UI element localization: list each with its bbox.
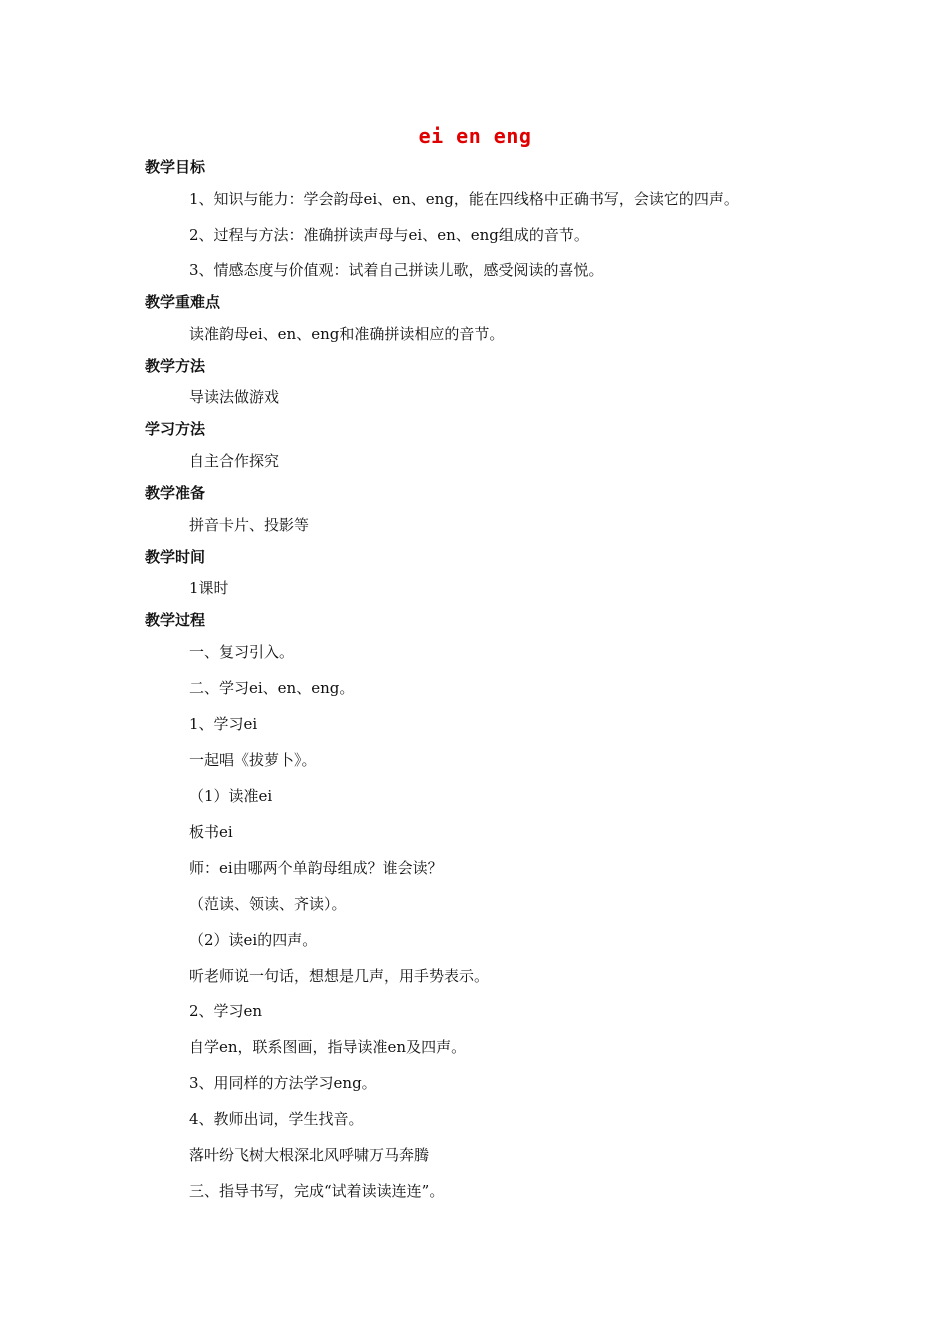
process-item: 落叶纷飞树大根深北风呼啸万马奔腾: [189, 1146, 430, 1164]
section-heading-duration: 教学时间: [145, 548, 206, 566]
section-heading-learning-method: 学习方法: [145, 420, 206, 438]
document-title: ei en eng: [418, 124, 532, 148]
process-item: 听老师说一句话，想想是几声，用手势表示。: [189, 967, 490, 985]
section-heading-teaching-method: 教学方法: [145, 357, 206, 375]
goal-item: 3、情感态度与价值观：试着自己拼读儿歌，感受阅读的喜悦。: [189, 261, 604, 279]
process-item: 一起唱《拔萝卜》。: [189, 751, 317, 769]
process-item: 师：ei由哪两个单韵母组成？谁会读？: [189, 859, 443, 877]
goal-item: 1、知识与能力：学会韵母ei、en、eng，能在四线格中正确书写，会读它的四声。: [189, 190, 739, 208]
process-item: 2、学习en: [189, 1002, 263, 1020]
teaching-method-text: 导读法做游戏: [189, 388, 280, 406]
process-item: （范读、领读、齐读）。: [189, 895, 347, 913]
process-item: 1、学习ei: [189, 715, 258, 733]
process-item: （1）读准ei: [189, 787, 273, 805]
process-item: 3、用同样的方法学习eng。: [189, 1074, 377, 1092]
process-item: 二、学习ei、en、eng。: [189, 679, 355, 697]
section-heading-preparation: 教学准备: [145, 484, 206, 502]
section-heading-goals: 教学目标: [145, 158, 206, 176]
learning-method-text: 自主合作探究: [189, 452, 280, 470]
preparation-text: 拼音卡片、投影等: [189, 516, 310, 534]
process-item: 三、指导书写，完成“试着读读连连”。: [189, 1182, 445, 1200]
process-item: 自学en，联系图画，指导读准en及四声。: [189, 1038, 467, 1056]
section-heading-process: 教学过程: [145, 611, 206, 629]
duration-text: 1课时: [189, 579, 229, 597]
goal-item: 2、过程与方法：准确拼读声母与ei、en、eng组成的音节。: [189, 226, 589, 244]
process-item: 板书ei: [189, 823, 233, 841]
key-points-text: 读准韵母ei、en、eng和准确拼读相应的音节。: [189, 325, 505, 343]
section-heading-key-points: 教学重难点: [145, 293, 221, 311]
process-item: 4、教师出词，学生找音。: [189, 1110, 364, 1128]
process-item: 一、复习引入。: [189, 643, 295, 661]
process-item: （2）读ei的四声。: [189, 931, 318, 949]
